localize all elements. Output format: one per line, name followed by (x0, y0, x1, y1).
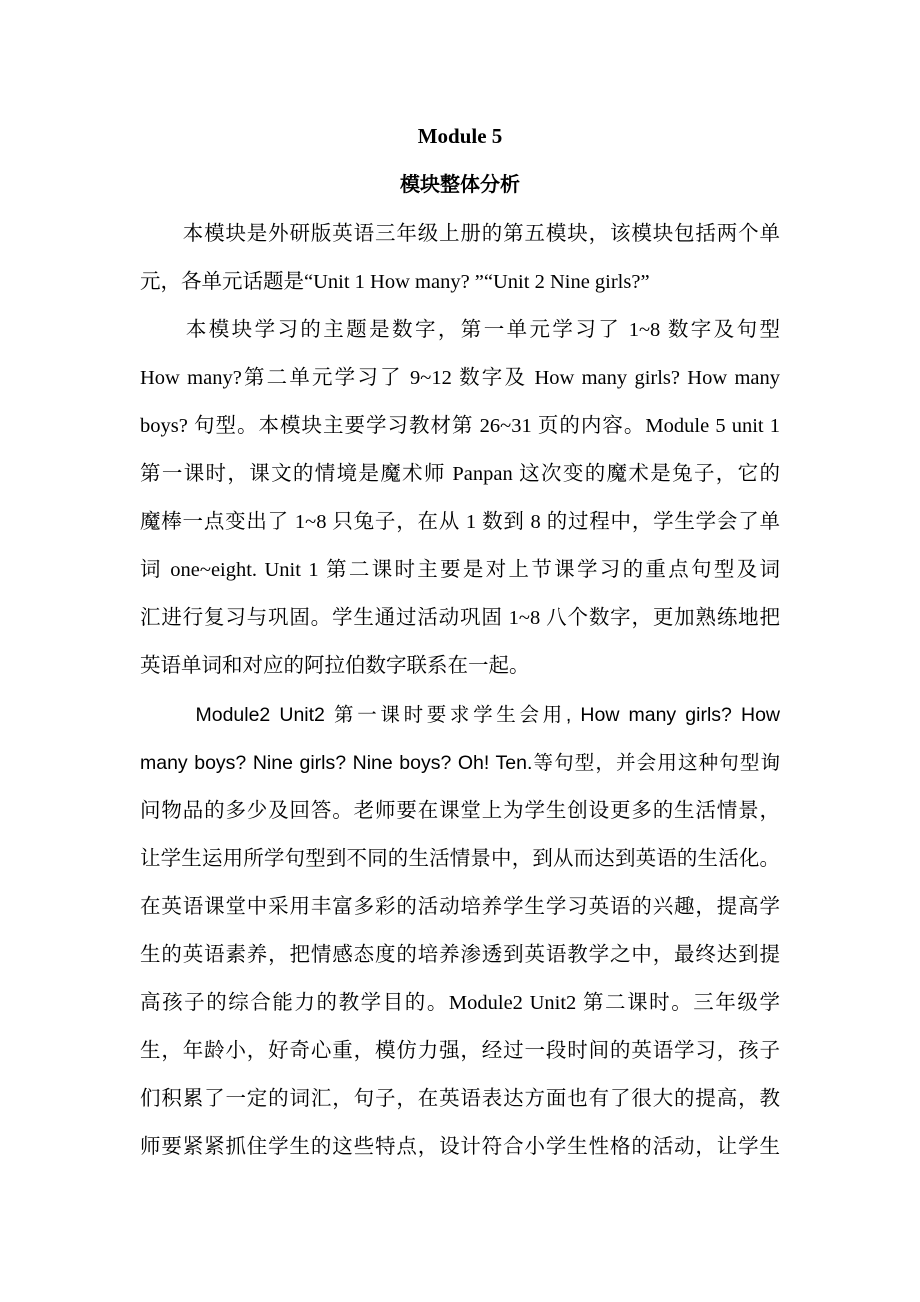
paragraph-line: 汇进行复习与巩固。学生通过活动巩固 1~8 八个数字，更加熟练地把 (140, 607, 780, 629)
paragraph-line: 们积累了一定的词汇，句子，在英语表达方面也有了很大的提高，教 (140, 1088, 780, 1110)
paragraph-line: boys? 句型。本模块主要学习教材第 26~31 页的内容。Module 5 unit 1 (140, 415, 780, 437)
paragraph-line: 在英语课堂中采用丰富多彩的活动培养学生学习英语的兴趣，提高学 (140, 896, 780, 918)
paragraph-line: 本模块是外研版英语三年级上册的第五模块，该模块包括两个单 (140, 223, 780, 245)
paragraph-line: 元，各单元话题是“Unit 1 How many? ”“Unit 2 Nine girls?” (140, 271, 650, 293)
paragraph-line: 英语单词和对应的阿拉伯数字联系在一起。 (140, 655, 530, 677)
paragraph-line: 问物品的多少及回答。老师要在课堂上为学生创设更多的生活情景， (140, 800, 780, 822)
paragraph-line: 让学生运用所学句型到不同的生活情景中，到从而达到英语的生活化。 (140, 848, 780, 870)
document-subtitle: 模块整体分析 (400, 172, 520, 196)
paragraph-line: 师要紧紧抓住学生的这些特点，设计符合小学生性格的活动，让学生 (140, 1136, 780, 1158)
paragraph-line: many boys? Nine girls? Nine boys? Oh! Ten.等句型，并会用这种句型询 (140, 752, 780, 774)
paragraph-line: 本模块学习的主题是数字，第一单元学习了 1~8 数字及句型 (140, 319, 780, 341)
paragraph-line: Module2 Unit2 第一课时要求学生会用, How many girls? How (140, 704, 780, 726)
paragraph-line: 词 one~eight. Unit 1 第二课时主要是对上节课学习的重点句型及词 (140, 559, 780, 581)
paragraph-line: 生，年龄小，好奇心重，模仿力强，经过一段时间的英语学习，孩子 (140, 1040, 780, 1062)
paragraph-line: How many?第二单元学习了 9~12 数字及 How many girls? How many (140, 367, 780, 389)
paragraph-line: 第一课时，课文的情境是魔术师 Panpan 这次变的魔术是兔子，它的 (140, 463, 780, 485)
paragraph-line: 高孩子的综合能力的教学目的。Module2 Unit2 第二课时。三年级学 (140, 992, 780, 1014)
document-title: Module 5 (417, 124, 503, 148)
paragraph-line: 魔棒一点变出了 1~8 只兔子，在从 1 数到 8 的过程中，学生学会了单 (140, 511, 780, 533)
paragraph-line: 生的英语素养，把情感态度的培养渗透到英语教学之中，最终达到提 (140, 944, 780, 966)
